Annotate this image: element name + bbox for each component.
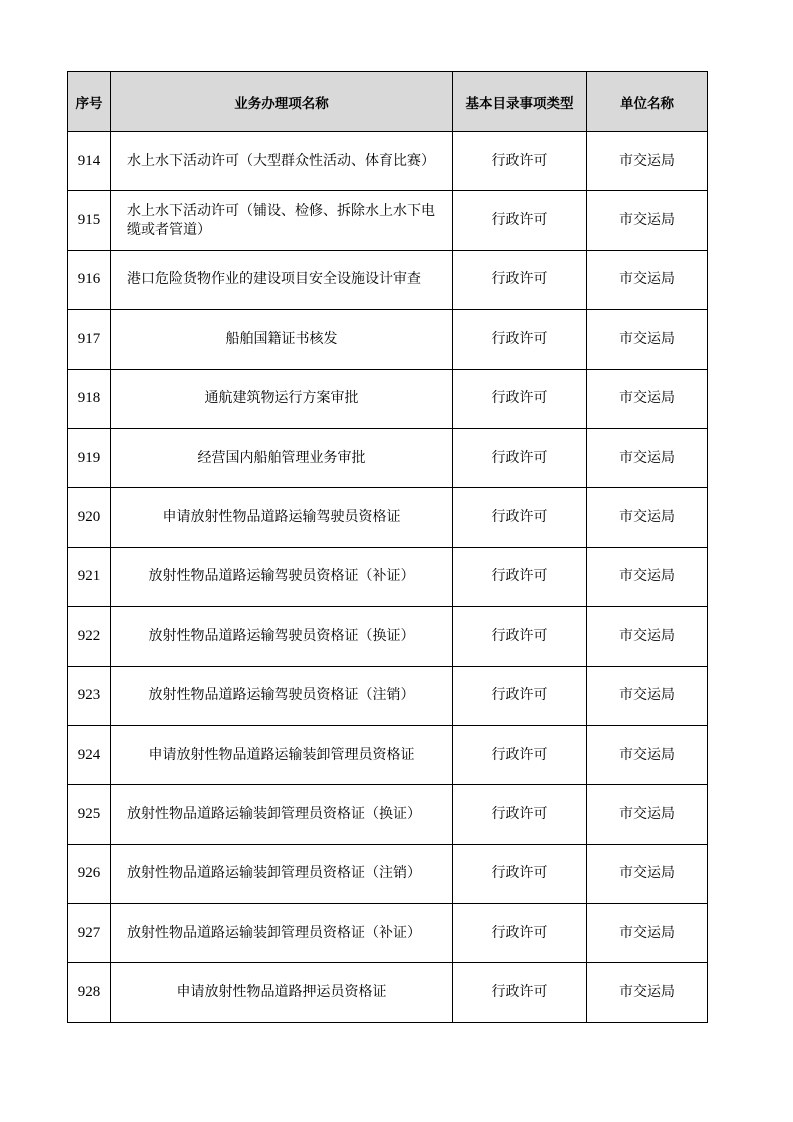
table-body: [68, 132, 708, 1023]
row-catalog-item-type: 行政许可: [453, 191, 587, 250]
header-catalog-item-type: 基本目录事项类型: [453, 72, 587, 132]
table-row: [68, 132, 708, 191]
row-catalog-item-type: 行政许可: [453, 132, 587, 191]
row-serial-number: 922: [68, 607, 111, 666]
row-department-name: 市交运局: [587, 666, 708, 725]
row-service-item-name: 水上水下活动许可（铺设、检修、拆除水上水下电缆或者管道）: [111, 191, 453, 250]
row-serial-number: 919: [68, 428, 111, 487]
row-service-item-name: 放射性物品道路运输装卸管理员资格证（注销）: [111, 844, 453, 903]
row-service-item-name: 水上水下活动许可（大型群众性活动、体育比赛）: [111, 132, 453, 191]
row-serial-number: 914: [68, 132, 111, 191]
table-row: [68, 666, 708, 725]
row-catalog-item-type: 行政许可: [453, 488, 587, 547]
row-catalog-item-type: 行政许可: [453, 310, 587, 369]
header-service-item-name: 业务办理项名称: [111, 72, 453, 132]
table-row: [68, 725, 708, 784]
header-row: [68, 72, 708, 132]
table-row: [68, 250, 708, 309]
row-serial-number: 925: [68, 785, 111, 844]
row-service-item-name: 申请放射性物品道路运输驾驶员资格证: [111, 488, 453, 547]
row-service-item-name: 放射性物品道路运输驾驶员资格证（注销）: [111, 666, 453, 725]
row-serial-number: 918: [68, 369, 111, 428]
row-department-name: 市交运局: [587, 191, 708, 250]
row-department-name: 市交运局: [587, 428, 708, 487]
row-catalog-item-type: 行政许可: [453, 963, 587, 1022]
row-department-name: 市交运局: [587, 488, 708, 547]
row-serial-number: 916: [68, 250, 111, 309]
row-service-item-name: 放射性物品道路运输驾驶员资格证（换证）: [111, 607, 453, 666]
row-catalog-item-type: 行政许可: [453, 547, 587, 606]
row-serial-number: 924: [68, 725, 111, 784]
row-serial-number: 920: [68, 488, 111, 547]
row-department-name: 市交运局: [587, 963, 708, 1022]
table-row: [68, 963, 708, 1022]
table-row: [68, 547, 708, 606]
row-department-name: 市交运局: [587, 904, 708, 963]
row-serial-number: 923: [68, 666, 111, 725]
row-service-item-name: 放射性物品道路运输驾驶员资格证（补证）: [111, 547, 453, 606]
table-row: [68, 191, 708, 250]
row-catalog-item-type: 行政许可: [453, 844, 587, 903]
table-row: [68, 844, 708, 903]
row-catalog-item-type: 行政许可: [453, 725, 587, 784]
row-service-item-name: 放射性物品道路运输装卸管理员资格证（补证）: [111, 904, 453, 963]
table-row: [68, 369, 708, 428]
row-serial-number: 926: [68, 844, 111, 903]
table-row: [68, 607, 708, 666]
row-catalog-item-type: 行政许可: [453, 904, 587, 963]
row-serial-number: 921: [68, 547, 111, 606]
table-row: [68, 904, 708, 963]
row-service-item-name: 申请放射性物品道路押运员资格证: [111, 963, 453, 1022]
row-service-item-name: 放射性物品道路运输装卸管理员资格证（换证）: [111, 785, 453, 844]
table-header: [68, 72, 708, 132]
row-serial-number: 928: [68, 963, 111, 1022]
row-serial-number: 917: [68, 310, 111, 369]
row-service-item-name: 港口危险货物作业的建设项目安全设施设计审查: [111, 250, 453, 309]
table-row: [68, 785, 708, 844]
row-department-name: 市交运局: [587, 844, 708, 903]
row-service-item-name: 通航建筑物运行方案审批: [111, 369, 453, 428]
row-service-item-name: 船舶国籍证书核发: [111, 310, 453, 369]
header-serial-number: 序号: [68, 72, 111, 132]
row-serial-number: 915: [68, 191, 111, 250]
row-catalog-item-type: 行政许可: [453, 369, 587, 428]
row-catalog-item-type: 行政许可: [453, 666, 587, 725]
row-catalog-item-type: 行政许可: [453, 428, 587, 487]
table-row: [68, 488, 708, 547]
row-department-name: 市交运局: [587, 547, 708, 606]
row-catalog-item-type: 行政许可: [453, 607, 587, 666]
row-department-name: 市交运局: [587, 725, 708, 784]
row-service-item-name: 经营国内船舶管理业务审批: [111, 428, 453, 487]
row-catalog-item-type: 行政许可: [453, 250, 587, 309]
row-service-item-name: 申请放射性物品道路运输装卸管理员资格证: [111, 725, 453, 784]
header-department-name: 单位名称: [587, 72, 708, 132]
row-department-name: 市交运局: [587, 607, 708, 666]
row-department-name: 市交运局: [587, 132, 708, 191]
row-department-name: 市交运局: [587, 250, 708, 309]
table-row: [68, 428, 708, 487]
row-department-name: 市交运局: [587, 785, 708, 844]
row-serial-number: 927: [68, 904, 111, 963]
service-catalog-table: [67, 71, 708, 1023]
row-catalog-item-type: 行政许可: [453, 785, 587, 844]
table-row: [68, 310, 708, 369]
row-department-name: 市交运局: [587, 310, 708, 369]
row-department-name: 市交运局: [587, 369, 708, 428]
